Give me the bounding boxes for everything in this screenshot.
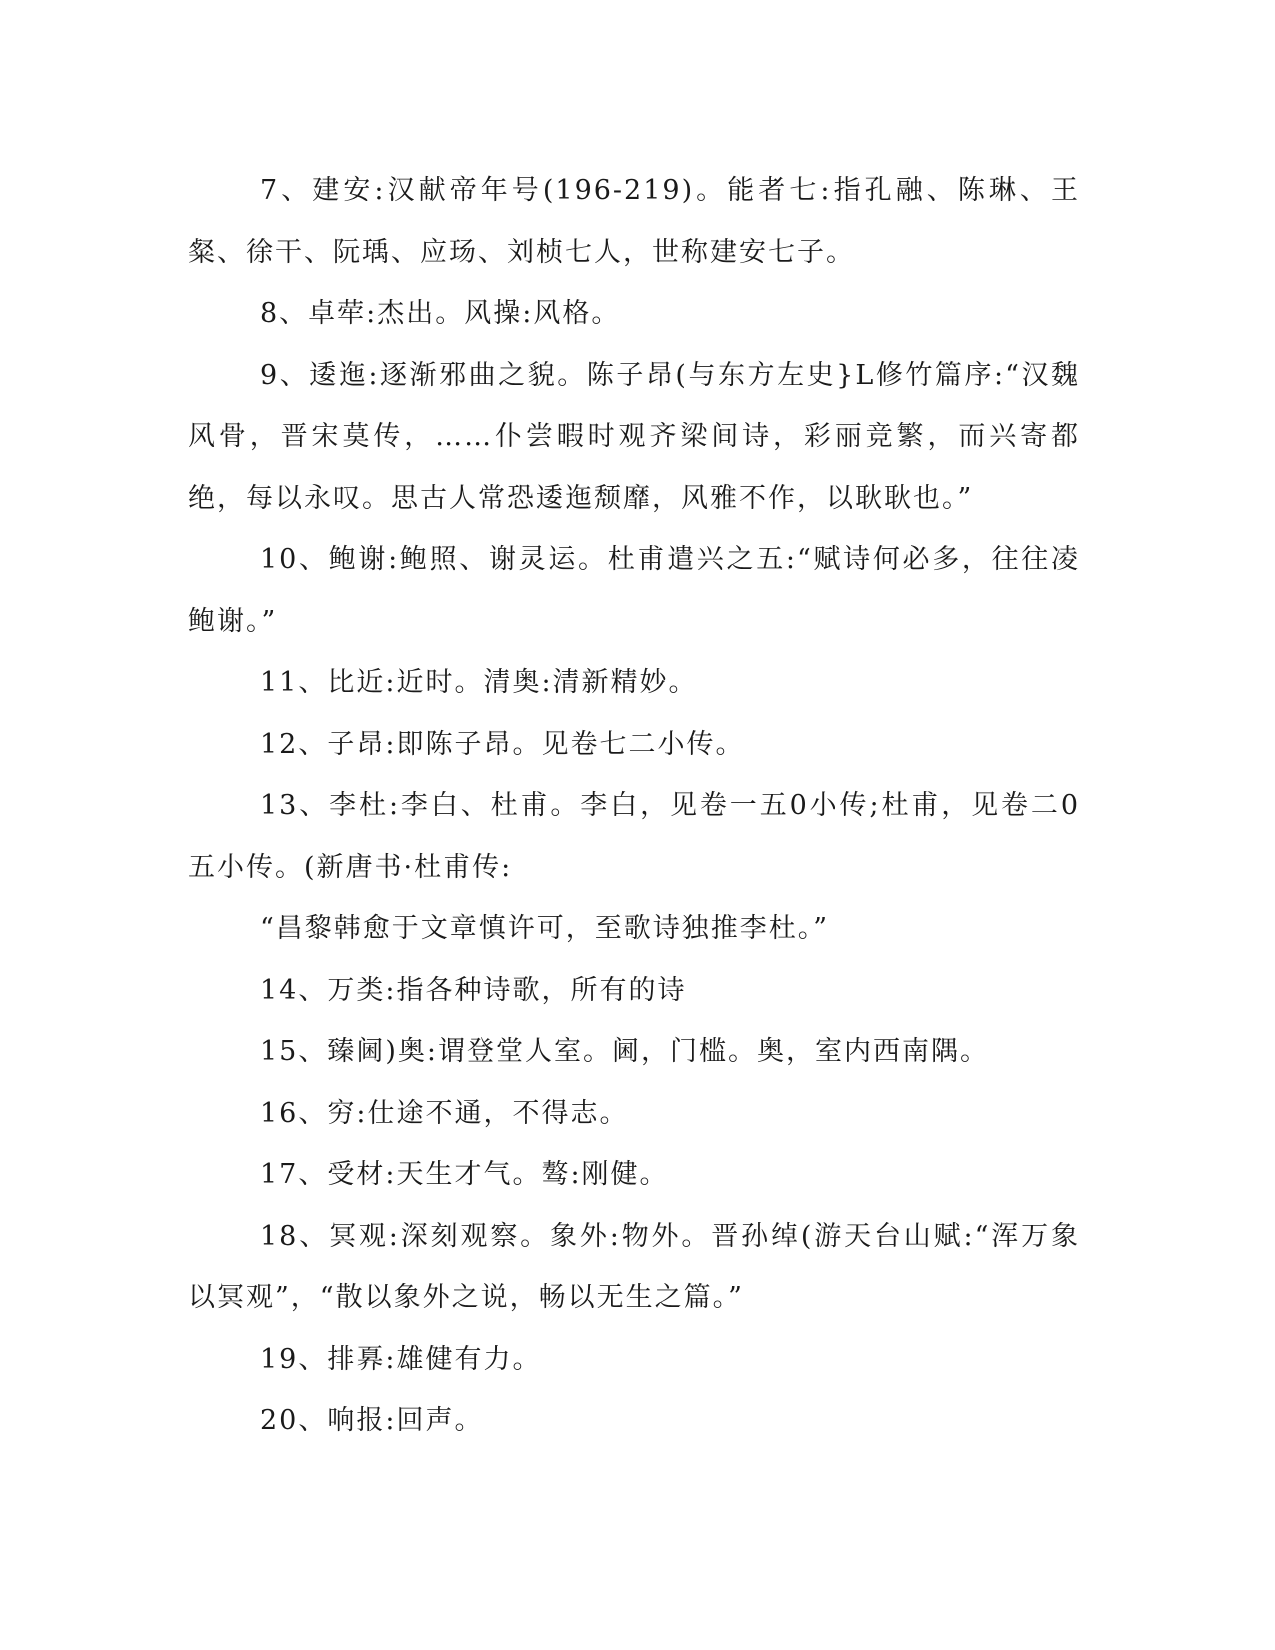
note-7: 7、建安:汉献帝年号(196-219)。能者七:指孔融、陈琳、王粲、徐干、阮瑀、应玚、刘桢七人，世称建安七子。 (188, 175, 1080, 268)
note-19: 19、排奡:雄健有力。 (260, 1343, 542, 1375)
note-15: 15、臻阃)奥:谓登堂人室。阃，门槛。奥，室内西南隅。 (260, 1036, 989, 1067)
note-13-quote: “昌黎韩愈于文章慎许可，至歌诗独推李杜。” (260, 913, 830, 944)
note-13: 13、李杜:李白、杜甫。李白，见卷一五0小传;杜甫，见卷二0五小传。(新唐书·杜甫传: (188, 790, 1080, 883)
note-12: 12、子昂:即陈子昂。见卷七二小传。 (260, 728, 745, 760)
note-10: 10、鲍谢:鲍照、谢灵运。杜甫遣兴之五:“赋诗何必多，往往凌鲍谢。” (188, 544, 1080, 637)
note-11: 11、比近:近时。清奥:清新精妙。 (260, 667, 698, 698)
note-9: 9、逶迤:逐渐邪曲之貌。陈子昂(与东方左史}L修竹篇序:“汉魏风骨，晋宋莫传，……仆尝暇时观齐梁间诗，彩丽竞繁，而兴寄都绝，每以永叹。思古人常恐逶迤颓靡，风雅不作，以耿耿也。” (188, 359, 1080, 514)
note-17: 17、受材:天生才气。骜:刚健。 (260, 1159, 669, 1190)
note-16: 16、穷:仕途不通，不得志。 (260, 1097, 629, 1129)
note-8: 8、卓荦:杰出。风操:风格。 (260, 298, 621, 329)
note-18: 18、冥观:深刻观察。象外:物外。晋孙绰(游天台山赋:“浑万象以冥观”，“散以象外之说，畅以无生之篇。” (188, 1220, 1080, 1313)
note-14: 14、万类:指各种诗歌，所有的诗 (260, 974, 687, 1006)
note-20: 20、响报:回声。 (260, 1405, 484, 1436)
document-body (188, 160, 1080, 1452)
